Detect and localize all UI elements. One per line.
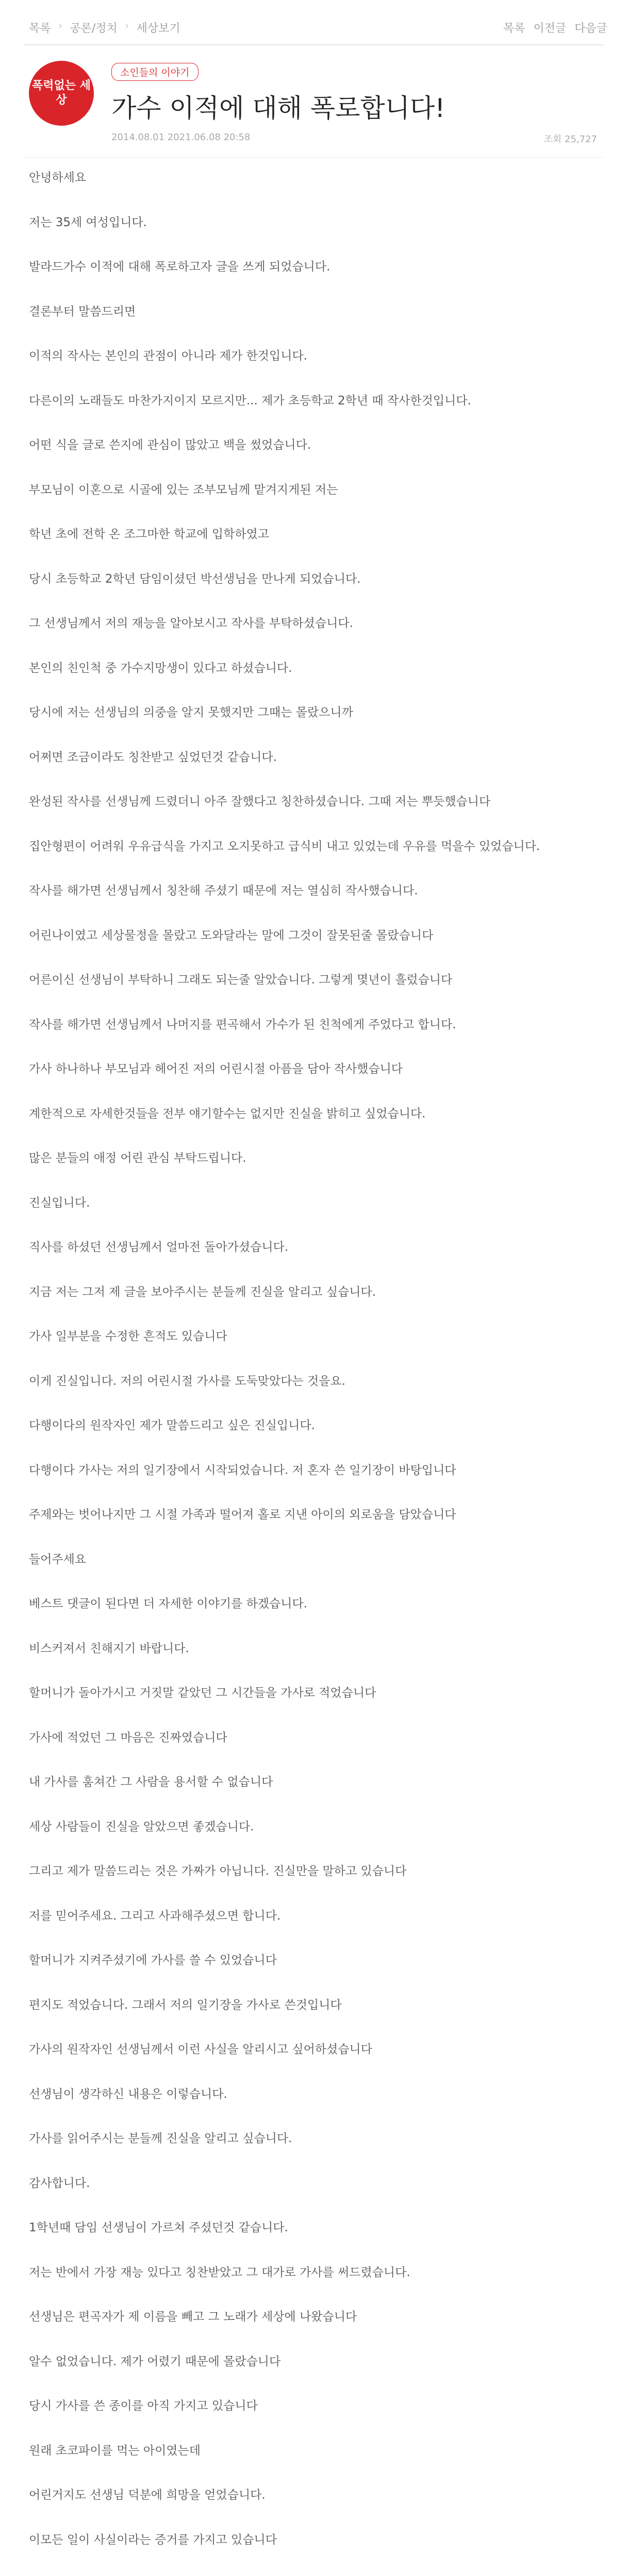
body-paragraph: 많은 분들의 애정 어린 관심 부탁드립니다. xyxy=(29,1151,246,1165)
body-paragraph: 다른이의 노래들도 마찬가지이지 모르지만... 제가 초등학교 2학년 때 작사한것입니다. xyxy=(29,394,471,408)
body-paragraph: 선생님이 생각하신 내용은 이렇습니다. xyxy=(29,2087,227,2101)
badge-logo: 폭력없는 세상 xyxy=(29,61,94,126)
body-paragraph: 어른이신 선생님이 부탁하니 그래도 되는줄 알았습니다. 그렇게 몇년이 흘렀습니다 xyxy=(29,973,453,987)
body-paragraph: 작사를 해가면 선생님께서 나머지를 편곡해서 가수가 된 친척에게 주었다고 합니다. xyxy=(29,1018,456,1031)
body-paragraph: 직사를 하셨던 선생님께서 얼마전 돌아가셨습니다. xyxy=(29,1241,289,1254)
body-paragraph: 그 선생님께서 저의 재능을 알아보시고 작사를 부탁하셨습니다. xyxy=(29,617,353,630)
breadcrumb xyxy=(29,20,180,36)
post-title: 가수 이적에 대해 폭로합니다! xyxy=(111,93,445,123)
body-paragraph: 어떤 식을 글로 쓴지에 관심이 많았고 백을 썼었습니다. xyxy=(29,438,311,452)
top-actions xyxy=(503,20,607,36)
body-paragraph: 할머니가 돌아가시고 거짓말 같았던 그 시간들을 가사로 적었습니다 xyxy=(29,1686,376,1700)
body-paragraph: 할머니가 지켜주셨기에 가사를 쓸 수 있었습니다 xyxy=(29,1954,277,1967)
post-header xyxy=(25,44,603,158)
body-paragraph: 들어주세요 xyxy=(29,1552,87,1566)
breadcrumb-item[interactable]: 세상보기 xyxy=(136,22,180,35)
body-paragraph: 비스커져서 친해지기 바랍니다. xyxy=(29,1641,189,1655)
body-paragraph: 선생님은 편곡자가 제 이름을 빼고 그 노래가 세상에 나왔습니다 xyxy=(29,2310,357,2324)
body-paragraph: 발라드가수 이적에 대해 폭로하고자 글을 쓰게 되었습니다. xyxy=(29,260,330,274)
body-paragraph: 1학년때 담임 선생님이 가르쳐 주셨던것 같습니다. xyxy=(29,2221,288,2234)
body-paragraph: 저는 반에서 가장 재능 있다고 칭찬받았고 그 대가로 가사를 써드렸습니다. xyxy=(29,2265,410,2279)
body-paragraph: 원래 초코파이를 먹는 아이였는데 xyxy=(29,2444,201,2458)
body-paragraph: 베스트 댓글이 된다면 더 자세한 이야기를 하겠습니다. xyxy=(29,1597,307,1611)
body-paragraph: 세상 사람들이 진실을 알았으면 좋겠습니다. xyxy=(29,1820,254,1834)
body-paragraph: 가사의 원작자인 선생님께서 이런 사실을 알리시고 싶어하셨습니다 xyxy=(29,2043,372,2056)
body-paragraph: 내 가사를 훔쳐간 그 사람을 용서할 수 없습니다 xyxy=(29,1775,273,1789)
body-paragraph: 당시 가사를 쓴 종이를 아직 가지고 있습니다 xyxy=(29,2399,258,2413)
body-paragraph: 가사 하나하나 부모님과 헤어진 저의 어린시절 아픔을 담아 작사했습니다 xyxy=(29,1062,403,1076)
body-paragraph: 당시에 저는 선생님의 의중을 알지 못했지만 그때는 몰랐으니까 xyxy=(29,706,353,719)
body-paragraph: 진실입니다. xyxy=(29,1196,90,1210)
body-paragraph: 본인의 친인척 중 가수지망생이 있다고 하셨습니다. xyxy=(29,661,292,675)
next-link[interactable]: 다음글 xyxy=(574,22,607,35)
body-paragraph: 어린나이였고 세상물정을 몰랐고 도와달라는 말에 그것이 잘못된줄 몰랐습니다 xyxy=(29,928,434,942)
post-meta: 2014.08.01 2021.06.08 20:58 xyxy=(111,132,251,143)
body-paragraph: 지금 저는 그저 제 글을 보아주시는 분들께 진실을 알리고 싶습니다. xyxy=(29,1285,376,1299)
body-paragraph: 편지도 적었습니다. 그래서 저의 일기장을 가사로 쓴것입니다 xyxy=(29,1998,342,2012)
body-paragraph: 작사를 해가면 선생님께서 칭찬해 주셨기 때문에 저는 열심히 작사했습니다. xyxy=(29,884,418,897)
body-paragraph: 알수 없었습니다. 제가 어렸기 때문에 몰랐습니다 xyxy=(29,2354,281,2368)
body-paragraph: 어쩌면 조금이라도 칭찬받고 싶었던것 같습니다. xyxy=(29,750,277,764)
body-paragraph: 가사 일부분을 수정한 흔적도 있습니다 xyxy=(29,1330,227,1343)
breadcrumb-item[interactable]: 공론/정치 xyxy=(70,22,118,35)
prev-link[interactable]: 이전글 xyxy=(533,22,567,35)
category-tag[interactable]: 소인들의 이야기 xyxy=(111,63,199,81)
list-link[interactable]: 목록 xyxy=(503,22,525,35)
body-paragraph: 이적의 작사는 본인의 관점이 아니라 제가 한것입니다. xyxy=(29,349,307,363)
body-paragraph: 학년 초에 전학 온 조그마한 학교에 입학하였고 xyxy=(29,528,270,541)
body-paragraph: 다행이다 가사는 저의 일기장에서 시작되었습니다. 저 혼자 쓴 일기장이 바탕입니다 xyxy=(29,1463,456,1477)
body-paragraph: 저를 믿어주세요. 그리고 사과해주셨으면 합니다. xyxy=(29,1909,281,1923)
body-paragraph: 안녕하세요 xyxy=(29,171,87,184)
body-paragraph: 이게 진실입니다. 저의 어린시절 가사를 도둑맞았다는 것을요. xyxy=(29,1374,345,1388)
body-paragraph: 결론부터 말씀드리면 xyxy=(29,304,136,318)
breadcrumb-separator: › xyxy=(124,20,129,32)
body-paragraph: 완성된 작사를 선생님께 드렸더니 아주 잘했다고 칭찬하셨습니다. 그때 저는 뿌듯했습니다 xyxy=(29,795,491,808)
breadcrumb-item[interactable]: 목록 xyxy=(29,22,51,35)
body-paragraph: 어린거지도 선생님 덕분에 희망을 얻었습니다. xyxy=(29,2488,266,2502)
body-paragraph: 부모님이 이혼으로 시골에 있는 조부모님께 맡겨지게된 저는 xyxy=(29,483,338,497)
body-paragraph: 주제와는 벗어나지만 그 시절 가족과 떨어져 홀로 지낸 아이의 외로움을 담았습니다 xyxy=(29,1508,456,1521)
body-paragraph: 가사를 읽어주시는 분들께 진실을 알리고 싶습니다. xyxy=(29,2132,292,2145)
post-counts: 조회 25,727 xyxy=(543,134,597,145)
body-paragraph: 이모든 일이 사실이라는 증거를 가지고 있습니다 xyxy=(29,2533,277,2547)
breadcrumb-separator: › xyxy=(58,20,63,32)
post-body xyxy=(29,170,596,2576)
body-paragraph: 감사합니다. xyxy=(29,2176,90,2190)
body-paragraph: 당시 초등학교 2학년 담임이셨던 박선생님을 만나게 되었습니다. xyxy=(29,572,361,586)
body-paragraph: 저는 35세 여성입니다. xyxy=(29,215,147,229)
body-paragraph: 그리고 제가 말씀드리는 것은 가짜가 아닙니다. 진실만을 말하고 있습니다 xyxy=(29,1865,407,1878)
body-paragraph: 다행이다의 원작자인 제가 말씀드리고 싶은 진실입니다. xyxy=(29,1419,315,1432)
body-paragraph: 가사에 적었던 그 마음은 진짜였습니다 xyxy=(29,1731,227,1744)
body-paragraph: 집안형편이 어려워 우유급식을 가지고 오지못하고 급식비 내고 있었는데 우유를 먹을수 있었습니다. xyxy=(29,839,540,853)
body-paragraph: 계한적으로 자세한것들을 전부 얘기할수는 없지만 진실을 밝히고 싶었습니다. xyxy=(29,1107,426,1121)
